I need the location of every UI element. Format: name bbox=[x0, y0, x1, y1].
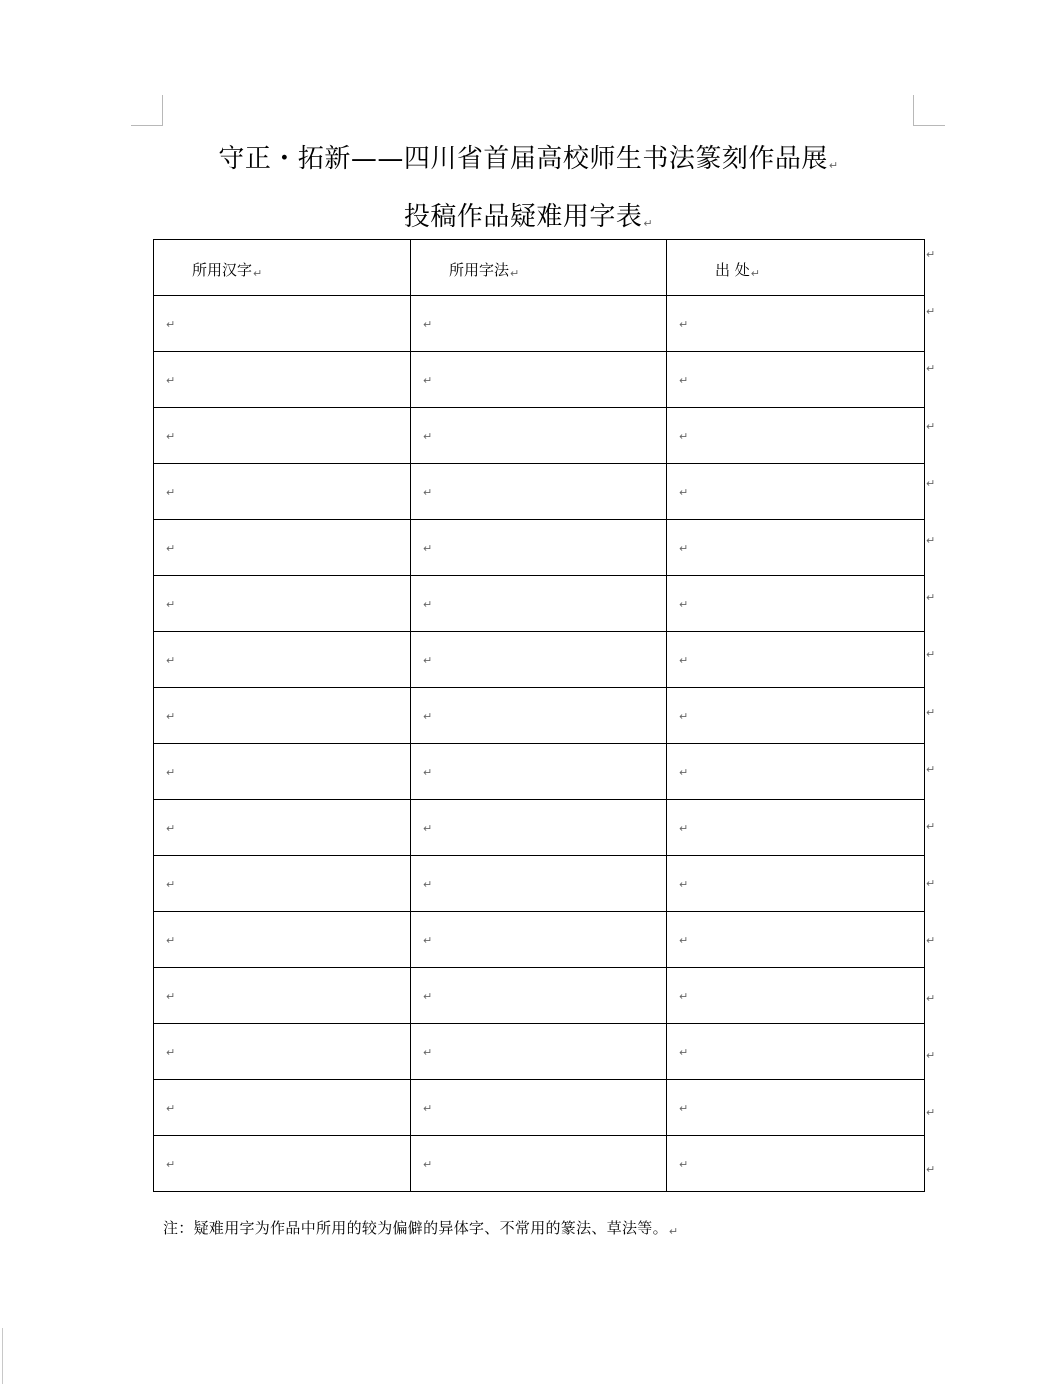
table-cell[interactable] bbox=[154, 632, 411, 688]
paragraph-mark-icon: ↵ bbox=[668, 1225, 679, 1238]
cell-end-mark-icon: ↵ bbox=[679, 1046, 689, 1059]
cell-end-mark-icon: ↵ bbox=[679, 1158, 689, 1171]
table-cell[interactable] bbox=[154, 968, 411, 1024]
table-cell[interactable] bbox=[667, 744, 925, 800]
cell-end-mark-icon: ↵ bbox=[423, 430, 433, 443]
table-cell[interactable] bbox=[154, 800, 411, 856]
cell-end-mark-icon: ↵ bbox=[423, 710, 433, 723]
table-cell[interactable] bbox=[411, 800, 667, 856]
cell-end-mark-icon: ↵ bbox=[679, 598, 689, 611]
row-end-mark-icon: ↵ bbox=[926, 820, 936, 833]
cell-end-mark-icon: ↵ bbox=[679, 1102, 689, 1115]
table-cell[interactable] bbox=[667, 296, 925, 352]
table-cell[interactable] bbox=[154, 1136, 411, 1192]
table-row bbox=[154, 632, 925, 688]
cell-end-mark-icon: ↵ bbox=[423, 598, 433, 611]
cell-end-mark-icon: ↵ bbox=[166, 430, 176, 443]
table-cell[interactable] bbox=[667, 856, 925, 912]
table-cell[interactable] bbox=[667, 520, 925, 576]
cell-end-mark-icon: ↵ bbox=[423, 1158, 433, 1171]
table-cell[interactable] bbox=[667, 800, 925, 856]
table-cell[interactable] bbox=[411, 688, 667, 744]
cell-end-mark-icon: ↵ bbox=[166, 990, 176, 1003]
table-cell[interactable] bbox=[154, 464, 411, 520]
cell-end-mark-icon: ↵ bbox=[166, 374, 176, 387]
cell-end-mark-icon: ↵ bbox=[423, 990, 433, 1003]
table-cell[interactable] bbox=[411, 912, 667, 968]
table-cell[interactable] bbox=[411, 464, 667, 520]
header-label: 所用字法↵ bbox=[449, 261, 520, 280]
table-cell[interactable] bbox=[411, 744, 667, 800]
table-row bbox=[154, 912, 925, 968]
header-cell-source[interactable] bbox=[667, 240, 925, 296]
row-end-mark-icon: ↵ bbox=[926, 305, 936, 319]
table-cell[interactable] bbox=[667, 912, 925, 968]
table-cell[interactable] bbox=[154, 856, 411, 912]
table-cell[interactable] bbox=[154, 912, 411, 968]
cell-end-mark-icon: ↵ bbox=[679, 934, 689, 947]
table-cell[interactable] bbox=[667, 688, 925, 744]
cell-end-mark-icon: ↵ bbox=[423, 934, 433, 947]
paragraph-mark-icon: ↵ bbox=[253, 267, 263, 280]
row-end-mark-icon: ↵ bbox=[926, 248, 936, 261]
paragraph-mark-icon: ↵ bbox=[643, 217, 654, 230]
table-header-row bbox=[154, 240, 925, 296]
row-end-mark-icon: ↵ bbox=[926, 705, 936, 719]
table-cell[interactable] bbox=[411, 856, 667, 912]
table-row bbox=[154, 576, 925, 632]
table-row bbox=[154, 856, 925, 912]
table-cell[interactable] bbox=[667, 1024, 925, 1080]
row-end-mark-icon: ↵ bbox=[926, 762, 936, 776]
cell-end-mark-icon: ↵ bbox=[679, 542, 689, 555]
row-end-mark-icon: ↵ bbox=[926, 1163, 936, 1177]
table-row bbox=[154, 800, 925, 856]
header-cell-character-style[interactable] bbox=[411, 240, 667, 296]
table-cell[interactable] bbox=[154, 408, 411, 464]
table-cell[interactable] bbox=[154, 576, 411, 632]
table-cell[interactable] bbox=[411, 520, 667, 576]
table-cell[interactable] bbox=[411, 352, 667, 408]
document-title-line-1 bbox=[0, 138, 1057, 175]
table-cell[interactable] bbox=[411, 1024, 667, 1080]
row-end-mark-icon: ↵ bbox=[926, 591, 936, 605]
table-cell[interactable] bbox=[667, 464, 925, 520]
table-cell[interactable] bbox=[667, 968, 925, 1024]
cell-end-mark-icon: ↵ bbox=[679, 878, 689, 891]
cell-end-mark-icon: ↵ bbox=[166, 934, 176, 947]
table-row bbox=[154, 352, 925, 408]
cell-end-mark-icon: ↵ bbox=[166, 822, 176, 835]
cell-end-mark-icon: ↵ bbox=[423, 318, 433, 331]
table-cell[interactable] bbox=[411, 408, 667, 464]
table-row bbox=[154, 744, 925, 800]
row-end-mark-icon: ↵ bbox=[926, 419, 936, 433]
table-cell[interactable] bbox=[154, 352, 411, 408]
cell-end-mark-icon: ↵ bbox=[679, 710, 689, 723]
cell-end-mark-icon: ↵ bbox=[679, 374, 689, 387]
cell-end-mark-icon: ↵ bbox=[679, 990, 689, 1003]
crop-mark-top-left bbox=[131, 125, 163, 126]
difficult-characters-table bbox=[153, 239, 925, 1192]
cell-end-mark-icon: ↵ bbox=[166, 710, 176, 723]
table-cell[interactable] bbox=[667, 352, 925, 408]
row-end-mark-icon: ↵ bbox=[926, 934, 936, 948]
table-cell[interactable] bbox=[154, 1080, 411, 1136]
cell-end-mark-icon: ↵ bbox=[423, 878, 433, 891]
table-cell[interactable] bbox=[411, 632, 667, 688]
document-title-line-2 bbox=[0, 196, 1057, 233]
header-label: 所用汉字↵ bbox=[192, 261, 263, 280]
cell-end-mark-icon: ↵ bbox=[166, 1046, 176, 1059]
table-row bbox=[154, 688, 925, 744]
row-end-mark-icon: ↵ bbox=[926, 1048, 936, 1062]
title-line-1-text: 守正・拓新——四川省首届高校师生书法篆刻作品展 bbox=[218, 144, 828, 174]
table-row bbox=[154, 408, 925, 464]
cell-end-mark-icon: ↵ bbox=[423, 822, 433, 835]
table-cell[interactable] bbox=[667, 408, 925, 464]
cell-end-mark-icon: ↵ bbox=[679, 822, 689, 835]
table-row bbox=[154, 1024, 925, 1080]
cell-end-mark-icon: ↵ bbox=[679, 430, 689, 443]
cell-end-mark-icon: ↵ bbox=[679, 654, 689, 667]
cell-end-mark-icon: ↵ bbox=[423, 542, 433, 555]
row-end-mark-icon: ↵ bbox=[926, 476, 936, 490]
table-cell[interactable] bbox=[411, 1080, 667, 1136]
cell-end-mark-icon: ↵ bbox=[166, 318, 176, 331]
table-row bbox=[154, 464, 925, 520]
row-end-mark-icon: ↵ bbox=[926, 648, 936, 662]
table-cell[interactable] bbox=[411, 968, 667, 1024]
cell-end-mark-icon: ↵ bbox=[166, 542, 176, 555]
cell-end-mark-icon: ↵ bbox=[166, 766, 176, 779]
row-end-mark-icon: ↵ bbox=[926, 534, 936, 547]
paragraph-mark-icon: ↵ bbox=[750, 267, 760, 280]
cell-end-mark-icon: ↵ bbox=[423, 654, 433, 667]
cell-end-mark-icon: ↵ bbox=[166, 486, 176, 499]
cell-end-mark-icon: ↵ bbox=[679, 486, 689, 499]
table-row bbox=[154, 520, 925, 576]
table-row bbox=[154, 296, 925, 352]
cell-end-mark-icon: ↵ bbox=[423, 1046, 433, 1059]
paragraph-mark-icon: ↵ bbox=[828, 159, 839, 172]
row-end-mark-icon: ↵ bbox=[926, 991, 936, 1005]
row-end-mark-icon: ↵ bbox=[926, 362, 936, 376]
cell-end-mark-icon: ↵ bbox=[166, 598, 176, 611]
row-end-mark-icon: ↵ bbox=[926, 1106, 936, 1119]
cell-end-mark-icon: ↵ bbox=[166, 878, 176, 891]
table-cell[interactable] bbox=[667, 576, 925, 632]
table-cell[interactable] bbox=[411, 1136, 667, 1192]
paragraph-mark-icon: ↵ bbox=[510, 267, 520, 280]
cell-end-mark-icon: ↵ bbox=[679, 766, 689, 779]
table-cell[interactable] bbox=[154, 520, 411, 576]
footnote-text: 注：疑难用字为作品中所用的较为偏僻的异体字、不常用的篆法、草法等。 bbox=[163, 1219, 668, 1237]
table-row bbox=[154, 1136, 925, 1192]
cell-end-mark-icon: ↵ bbox=[423, 486, 433, 499]
title-line-2-text: 投稿作品疑难用字表 bbox=[403, 202, 643, 232]
table-cell[interactable] bbox=[411, 576, 667, 632]
cell-end-mark-icon: ↵ bbox=[166, 1102, 176, 1115]
page-edge-line bbox=[2, 1328, 3, 1384]
row-end-mark-icon: ↵ bbox=[926, 877, 936, 891]
cell-end-mark-icon: ↵ bbox=[166, 654, 176, 667]
table-cell[interactable] bbox=[154, 744, 411, 800]
table-cell[interactable] bbox=[154, 296, 411, 352]
table-cell[interactable] bbox=[667, 1080, 925, 1136]
table-row bbox=[154, 968, 925, 1024]
cell-end-mark-icon: ↵ bbox=[423, 374, 433, 387]
table-cell[interactable] bbox=[667, 1136, 925, 1192]
table-cell[interactable] bbox=[411, 296, 667, 352]
footnote bbox=[163, 1217, 678, 1238]
crop-mark-top-right bbox=[913, 95, 914, 126]
table-cell[interactable] bbox=[667, 632, 925, 688]
table-row bbox=[154, 1080, 925, 1136]
cell-end-mark-icon: ↵ bbox=[423, 766, 433, 779]
table-cell[interactable] bbox=[154, 1024, 411, 1080]
crop-mark-top-right bbox=[913, 125, 945, 126]
cell-end-mark-icon: ↵ bbox=[423, 1102, 433, 1115]
table-cell[interactable] bbox=[154, 688, 411, 744]
header-label: 出 处↵ bbox=[715, 261, 760, 280]
crop-mark-top-left bbox=[162, 95, 163, 126]
header-cell-chinese-character[interactable] bbox=[154, 240, 411, 296]
cell-end-mark-icon: ↵ bbox=[679, 318, 689, 331]
cell-end-mark-icon: ↵ bbox=[166, 1158, 176, 1171]
